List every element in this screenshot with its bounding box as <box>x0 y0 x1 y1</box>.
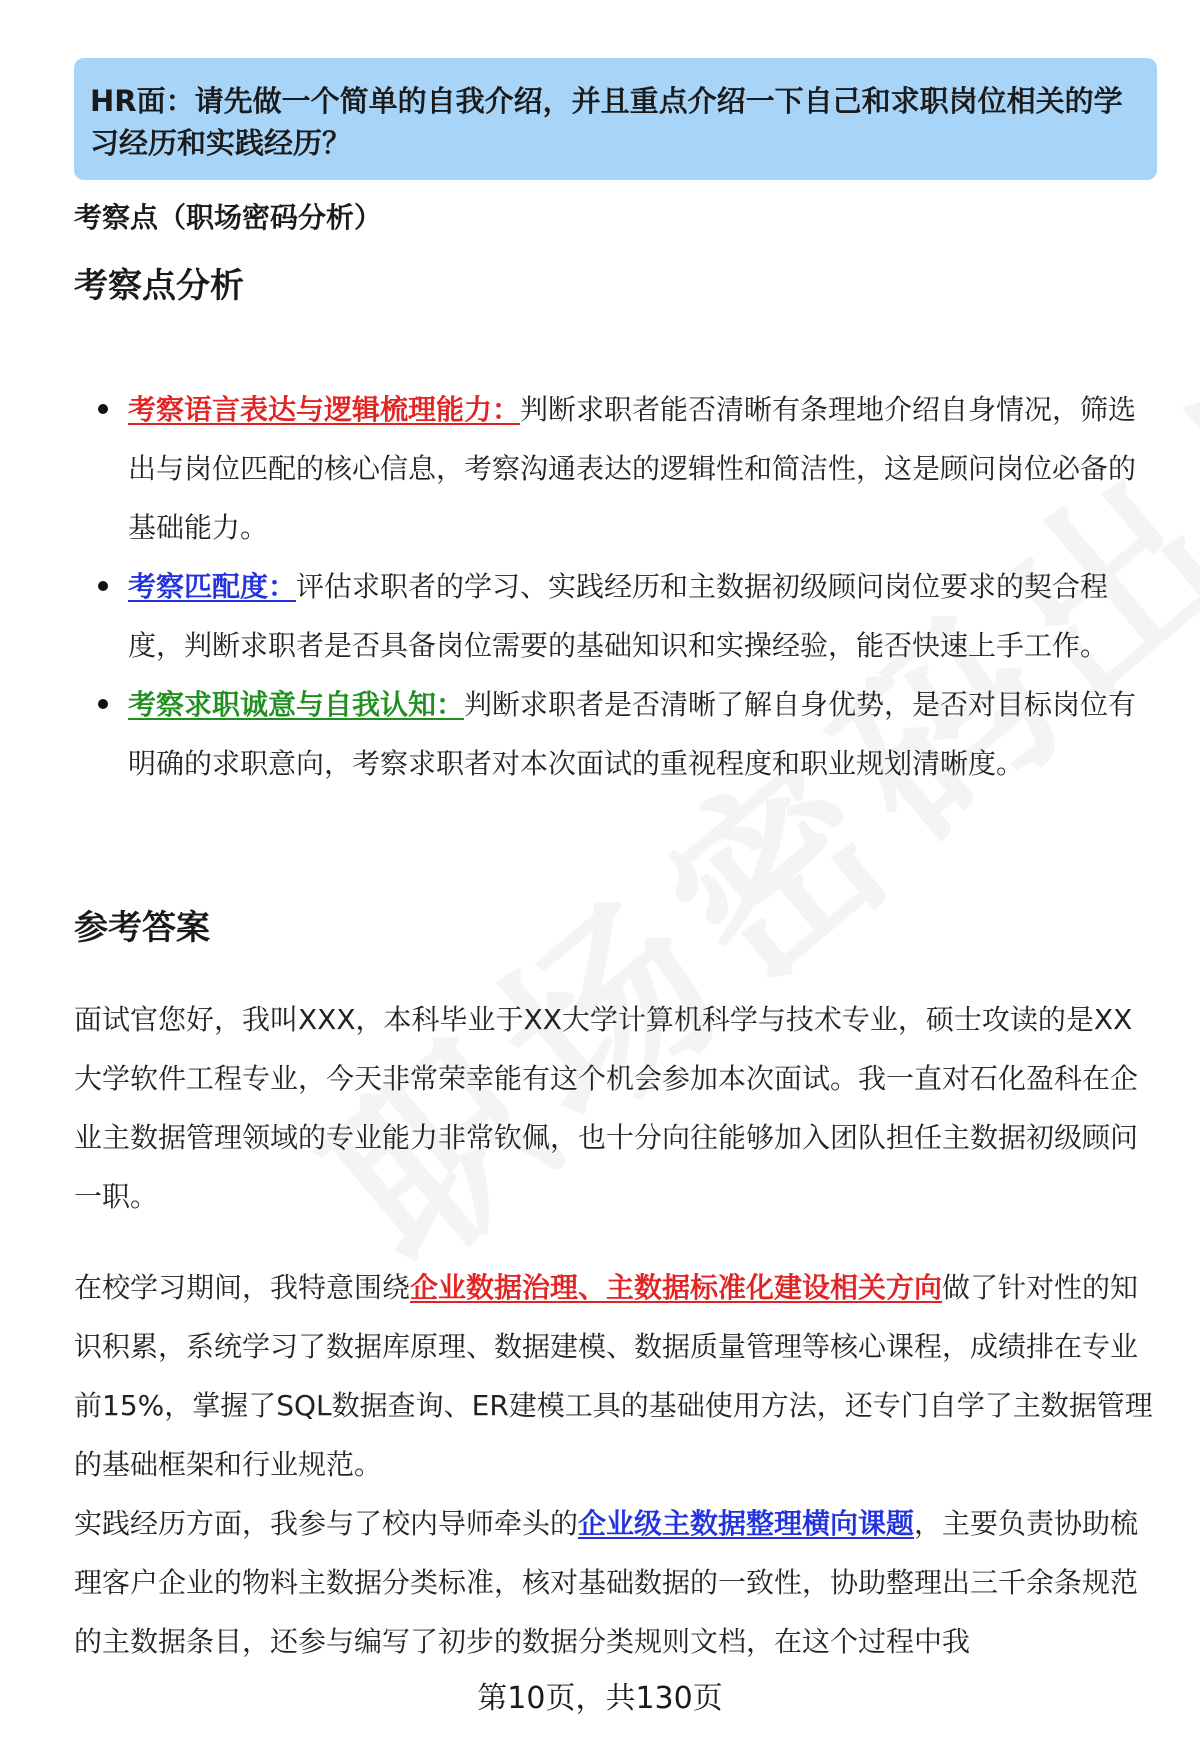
bullet-dot-icon <box>98 699 108 709</box>
bullet-dot-icon <box>98 581 108 591</box>
question-text: HR面：请先做一个简单的自我介绍，并且重点介绍一下自己和求职岗位相关的学习经历和实践经历？ <box>90 84 1123 160</box>
question-box <box>74 58 1157 180</box>
answer-text: ，主要负责协助梳理客户企业的物料主数据分类标准，核对基础数据的一致性，协助整理出三千余条规范的主数据条目，还参与编写了初步的数据分类规则文档，在这个过程中我 <box>74 1507 1139 1658</box>
answer-highlight: 企业数据治理、主数据标准化建设相关方向 <box>410 1271 943 1304</box>
analysis-item-title: 考察求职诚意与自我认知： <box>128 688 465 721</box>
analysis-item-text: 判断求职者是否清晰了解自身优势，是否对目标岗位有明确的求职意向，考察求职者对本次面试的重视程度和职业规划清晰度。 <box>128 688 1137 780</box>
analysis-heading: 考察点分析 <box>74 266 244 306</box>
answer-highlight: 企业级主数据整理横向课题 <box>578 1507 915 1540</box>
answer-text: 做了针对性的知识积累，系统学习了数据库原理、数据建模、数据质量管理等核心课程，成绩排在专业前15%，掌握了SQL数据查询、ER建模工具的基础使用方法，还专门自学了主数据管理的基础框架和行业规范。 <box>74 1271 1153 1481</box>
answer-paragraph-3 <box>74 1494 1156 1671</box>
analysis-item-title: 考察语言表达与逻辑梳理能力： <box>128 393 521 426</box>
answer-paragraph-1: 面试官您好，我叫XXX，本科毕业于XX大学计算机科学与技术专业，硕士攻读的是XX大学软件工程专业，今天非常荣幸能有这个机会参加本次面试。我一直对石化盈科在企业主数据管理领域的专业能力非常钦佩，也十分向往能够加入团队担任主数据初级顾问一职。 <box>74 1003 1139 1213</box>
answer-text: 在校学习期间，我特意围绕 <box>74 1271 411 1304</box>
answer-text: 实践经历方面，我参与了校内导师牵头的 <box>74 1507 579 1540</box>
analysis-item <box>74 380 1154 557</box>
analysis-item-text: 判断求职者能否清晰有条理地介绍自身情况，筛选出与岗位匹配的核心信息，考察沟通表达的逻辑性和简洁性，这是顾问岗位必备的基础能力。 <box>128 393 1137 544</box>
answer-paragraph-2 <box>74 1258 1156 1494</box>
section-subtitle: 考察点（职场密码分析） <box>74 201 383 234</box>
page-footer: 第10页，共130页 <box>477 1681 723 1716</box>
answer-heading: 参考答案 <box>74 908 210 948</box>
analysis-list <box>74 380 1154 793</box>
analysis-item-title: 考察匹配度： <box>128 570 297 603</box>
analysis-item <box>74 675 1154 793</box>
analysis-item <box>74 557 1154 675</box>
analysis-item-text: 评估求职者的学习、实践经历和主数据初级顾问岗位要求的契合程度，判断求职者是否具备岗位需要的基础知识和实操经验，能否快速上手工作。 <box>128 570 1109 662</box>
bullet-dot-icon <box>98 404 108 414</box>
